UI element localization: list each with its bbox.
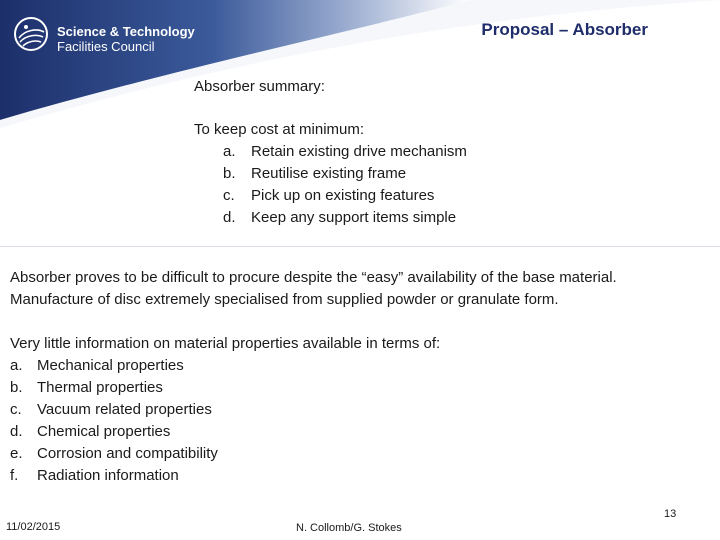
list-item-text: Pick up on existing features [251,187,435,204]
list-item-text: Keep any support items simple [251,209,457,226]
list-marker: f. [10,467,19,484]
list-item [194,163,467,185]
list-marker: a. [10,357,23,374]
cost-heading: To keep cost at minimum: [194,121,365,138]
list-marker: d. [10,423,23,440]
list-item-text: Reutilise existing frame [251,165,407,182]
paragraph-line2: Manufacture of disc extremely specialised from supplied powder or granulate form. [10,291,559,308]
list-item-text: Thermal properties [37,379,163,396]
cost-list [194,141,467,229]
list-marker: a. [223,143,236,160]
list-item-text: Chemical properties [37,423,171,440]
list-item-text: Mechanical properties [37,357,184,374]
list-item [10,465,440,487]
list-marker: c. [223,187,235,204]
list-item-text: Retain existing drive mechanism [251,143,467,160]
list-item [10,443,440,465]
slide-title: Proposal – Absorber [481,20,648,39]
list-item-text: Vacuum related properties [37,401,212,418]
org-name-line1: Science & Technology [57,24,195,39]
list-item [10,421,440,443]
list-item [194,185,467,207]
absorber-summary-heading: Absorber summary: [194,78,325,95]
paragraph-line1: Absorber proves to be difficult to procure despite the “easy” availability of the base material. [10,269,617,286]
list-marker: d. [223,209,236,226]
list-marker: c. [10,401,22,418]
procurement-paragraph [10,267,710,311]
material-info-section [10,333,440,487]
material-info-heading: Very little information on material properties available in terms of: [10,335,441,352]
list-item-text: Corrosion and compatibility [37,445,218,462]
list-marker: b. [223,165,236,182]
cost-section [194,119,467,229]
list-marker: b. [10,379,23,396]
section-divider [0,246,720,247]
list-item [10,399,440,421]
org-name-line2: Facilities Council [57,39,155,54]
organization-name [57,24,195,54]
list-item [10,377,440,399]
list-item [194,207,467,229]
footer-date: 11/02/2015 [6,521,61,533]
list-item [194,141,467,163]
stfc-logo-icon [13,16,49,52]
material-info-list [10,355,440,487]
list-item [10,355,440,377]
page-number: 13 [664,508,677,520]
footer-authors: N. Collomb/G. Stokes [296,522,402,534]
list-item-text: Radiation information [37,467,179,484]
list-marker: e. [10,445,23,462]
